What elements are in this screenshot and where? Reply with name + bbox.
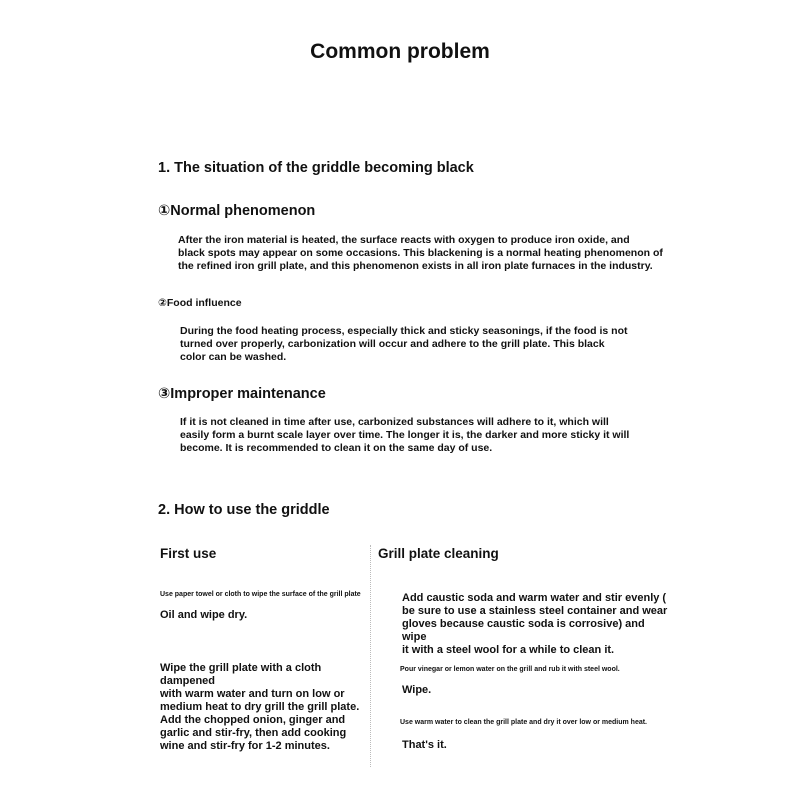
first-use-step1: Oil and wipe dry. [160,609,248,621]
cleaning-step2-note: Pour vinegar or lemon water on the grill and rub it with steel wool. [400,666,620,673]
column-divider [370,545,371,767]
improper-maintenance-heading: ③Improper maintenance [158,386,326,402]
section2-heading: 2. How to use the griddle [158,502,330,518]
first-use-step1-note: Use paper towel or cloth to wipe the surface of the grill plate [160,591,361,598]
cleaning-step2: Wipe. [402,684,432,696]
text-line: become. It is recommended to clean it on the same day of use. [180,442,493,454]
text-line: easily form a burnt scale layer over time. The longer it is, the darker and more sticky it will [180,429,630,441]
cleaning-step1 [402,592,672,657]
text-line: it with a steel wool for a while to clean it. [402,644,615,656]
text-line: garlic and stir-fry, then add cooking [160,727,347,739]
text-line: be sure to use a stainless steel container and wear [402,605,668,617]
first-use-heading: First use [160,546,217,561]
first-use-step2 [160,662,365,714]
improper-maintenance-text [180,416,660,455]
text-line: the refined iron grill plate, and this phenomenon exists in all iron plate furnaces in the industry. [178,260,653,272]
page-title: Common problem [310,40,490,63]
text-line: gloves because caustic soda is corrosive) and wipe [402,618,645,643]
text-line: turned over properly, carbonization will occur and adhere to the grill plate. This black [180,338,605,350]
cleaning-step3-note: Use warm water to clean the grill plate and dry it over low or medium heat. [400,719,648,726]
text-line: with warm water and turn on low or [160,688,345,700]
cleaning-step3: That's it. [402,739,447,751]
text-line: If it is not cleaned in time after use, carbonized substances will adhere to it, which will [180,416,609,428]
text-line: color can be washed. [180,351,287,363]
text-line: Wipe the grill plate with a cloth dampened [160,662,322,687]
text-line: Add the chopped onion, ginger and [160,714,346,726]
normal-phenomenon-heading: ①Normal phenomenon [158,203,316,219]
section1-heading: 1. The situation of the griddle becoming black [158,160,474,176]
text-line: black spots may appear on some occasions. This blackening is a normal heating phenomenon of [178,247,663,259]
grill-plate-cleaning-heading: Grill plate cleaning [378,546,499,561]
text-line: wine and stir-fry for 1-2 minutes. [160,740,330,752]
first-use-step3 [160,714,365,753]
food-influence-text [180,325,660,364]
text-line: medium heat to dry grill the grill plate. [160,701,360,713]
text-line: After the iron material is heated, the surface reacts with oxygen to produce iron oxide, and [178,234,630,246]
text-line: During the food heating process, especially thick and sticky seasonings, if the food is not [180,325,628,337]
normal-phenomenon-text [178,234,678,273]
text-line: Add caustic soda and warm water and stir evenly ( [402,592,667,604]
food-influence-heading: ②Food influence [158,297,242,309]
